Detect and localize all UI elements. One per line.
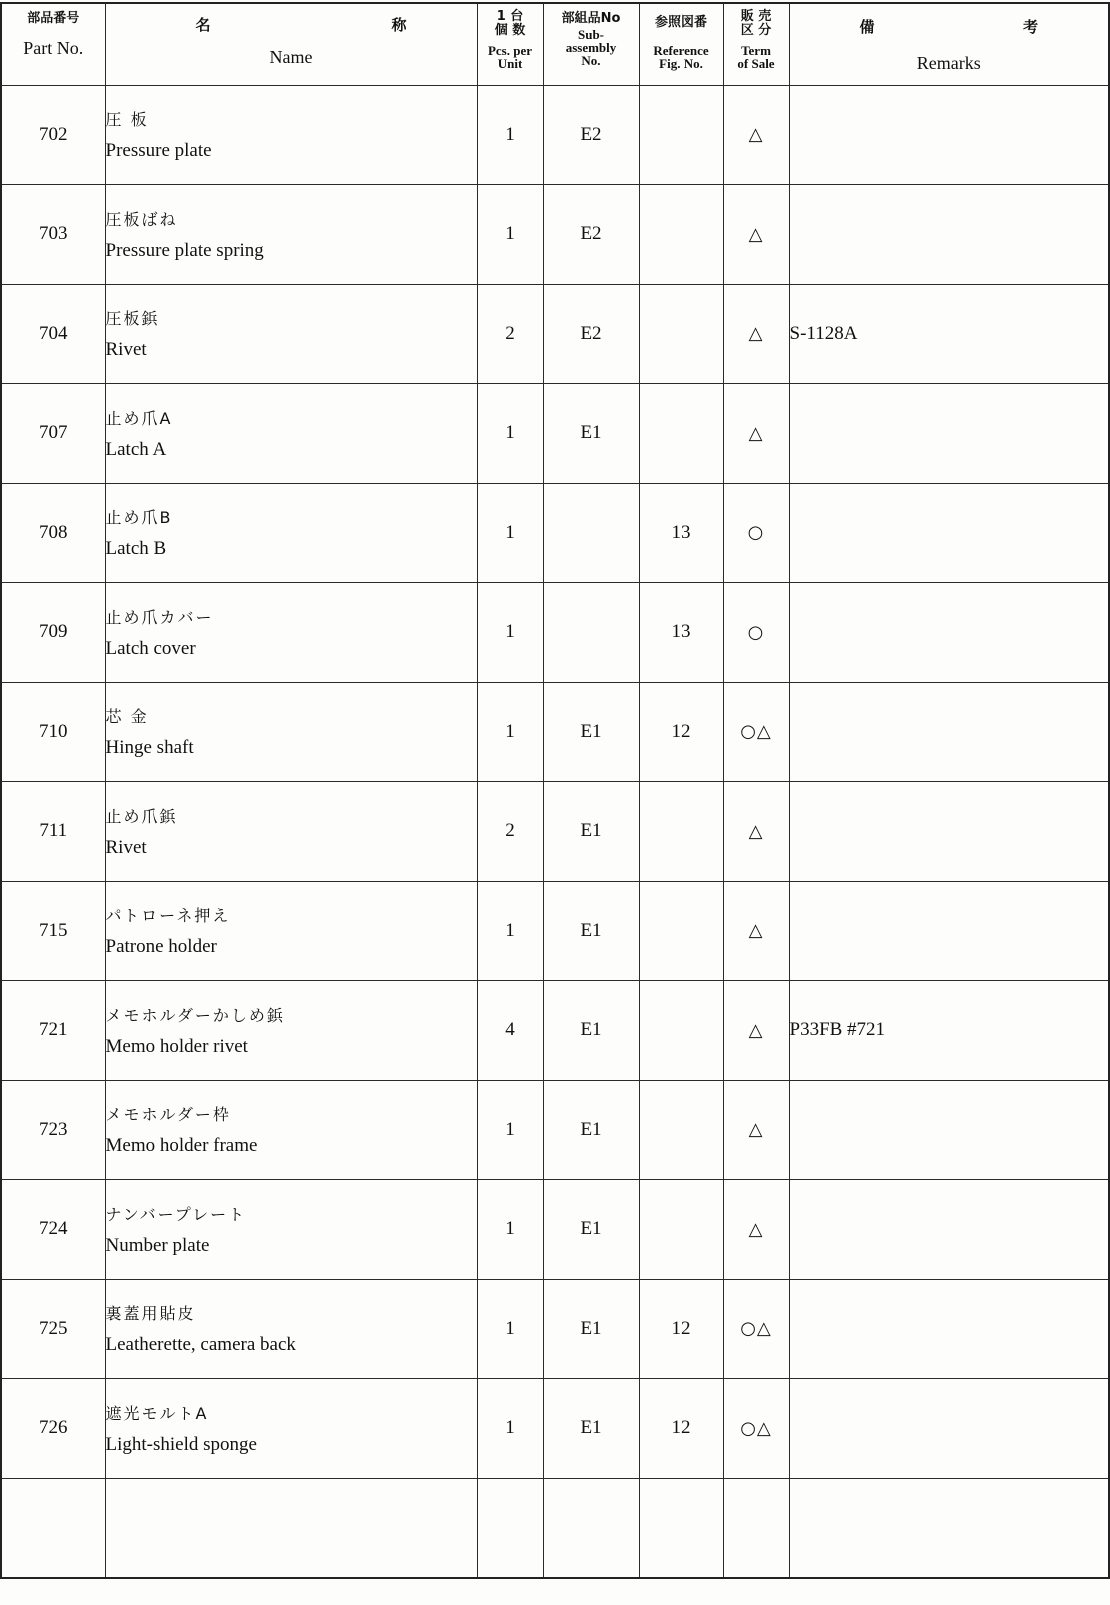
subassembly-no: E1 (543, 981, 639, 1081)
part-no: 711 (1, 782, 105, 882)
remarks: S-1128A (789, 284, 1109, 384)
table-row (1, 1279, 1109, 1379)
pcs-per-unit: 1 (477, 85, 543, 185)
subassembly-no: E2 (543, 85, 639, 185)
remarks (789, 782, 1109, 882)
part-no: 724 (1, 1180, 105, 1280)
reference-fig-no (639, 1180, 723, 1280)
header-part-no-en: Part No. (23, 38, 84, 58)
part-name-jp: 圧 板 (105, 110, 149, 130)
reference-fig-no (639, 185, 723, 285)
part-name-en: Rivet (105, 339, 147, 361)
header-pcs (477, 3, 543, 85)
pcs-per-unit: 1 (477, 185, 543, 285)
part-name-en: Memo holder frame (105, 1135, 258, 1157)
table-row (1, 583, 1109, 683)
part-no: 723 (1, 1080, 105, 1180)
header-sub-en-2: assembly (565, 40, 617, 55)
part-no: 707 (1, 384, 105, 484)
header-ref-jp: 参照図番 (654, 15, 707, 30)
part-name-jp: 裏蓋用貼皮 (105, 1304, 196, 1324)
part-name-jp: 芯 金 (105, 707, 149, 727)
header-part-no-jp: 部品番号 (27, 11, 80, 26)
header-term-of-sale (723, 3, 789, 85)
reference-fig-no: 13 (639, 583, 723, 683)
part-name-jp: 圧板鋲 (105, 309, 160, 329)
part-name (105, 384, 477, 484)
table-row (1, 384, 1109, 484)
part-name-en: Hinge shaft (105, 737, 194, 759)
pcs-per-unit: 1 (477, 1180, 543, 1280)
empty-row (1, 1478, 1109, 1578)
part-name-jp: ナンバープレート (105, 1204, 247, 1224)
part-no: 725 (1, 1279, 105, 1379)
reference-fig-no (639, 1080, 723, 1180)
subassembly-no: E1 (543, 881, 639, 981)
remarks (789, 881, 1109, 981)
table-row (1, 185, 1109, 285)
remarks (789, 1080, 1109, 1180)
header-name-jp-left: 名 (195, 16, 211, 34)
part-no: 708 (1, 483, 105, 583)
part-name-en: Latch B (105, 538, 167, 560)
part-no: 710 (1, 682, 105, 782)
part-name-en: Memo holder rivet (105, 1035, 248, 1057)
header-remarks (789, 3, 1109, 85)
header-subassembly (543, 3, 639, 85)
reference-fig-no: 12 (639, 682, 723, 782)
part-name (105, 1379, 477, 1479)
part-no: 715 (1, 881, 105, 981)
subassembly-no: E1 (543, 1180, 639, 1280)
header-pcs-jp-2: 個 数 (494, 23, 526, 38)
term-of-sale: ○△ (723, 682, 789, 782)
table-row (1, 682, 1109, 782)
term-of-sale: △ (723, 185, 789, 285)
remarks (789, 682, 1109, 782)
reference-fig-no (639, 85, 723, 185)
part-name (105, 483, 477, 583)
parts-table (0, 2, 1110, 1579)
pcs-per-unit: 1 (477, 682, 543, 782)
remarks (789, 483, 1109, 583)
part-name (105, 1080, 477, 1180)
part-name (105, 583, 477, 683)
remarks (789, 384, 1109, 484)
subassembly-no: E1 (543, 1080, 639, 1180)
header-term-jp-1: 販 売 (740, 9, 772, 24)
remarks (789, 583, 1109, 683)
part-name-en: Leatherette, camera back (105, 1334, 296, 1356)
part-name (105, 981, 477, 1081)
pcs-per-unit: 1 (477, 384, 543, 484)
subassembly-no: E2 (543, 185, 639, 285)
term-of-sale: ○△ (723, 1379, 789, 1479)
header-name (105, 3, 477, 85)
pcs-per-unit: 2 (477, 284, 543, 384)
remarks (789, 1180, 1109, 1280)
part-name-jp: 止め爪カバー (105, 607, 214, 627)
reference-fig-no: 13 (639, 483, 723, 583)
parts-rows (1, 85, 1109, 1578)
subassembly-no: E1 (543, 1279, 639, 1379)
pcs-per-unit: 2 (477, 782, 543, 882)
part-name-jp: メモホルダーかしめ鋲 (105, 1005, 285, 1025)
header-row (1, 3, 1109, 85)
remarks (789, 1279, 1109, 1379)
subassembly-no: E2 (543, 284, 639, 384)
part-name-jp: メモホルダー枠 (105, 1105, 231, 1125)
subassembly-no (543, 483, 639, 583)
part-name-jp: 圧板ばね (105, 209, 178, 229)
part-name-en: Light-shield sponge (105, 1433, 257, 1455)
term-of-sale: ○ (723, 583, 789, 683)
pcs-per-unit: 1 (477, 1279, 543, 1379)
subassembly-no: E1 (543, 682, 639, 782)
header-sub-en-1: Sub- (577, 27, 605, 42)
pcs-per-unit: 1 (477, 583, 543, 683)
part-name (105, 185, 477, 285)
part-no: 703 (1, 185, 105, 285)
subassembly-no: E1 (543, 1379, 639, 1479)
pcs-per-unit: 1 (477, 483, 543, 583)
remarks (789, 185, 1109, 285)
header-pcs-jp-1: 1 台 (496, 9, 524, 24)
term-of-sale: △ (723, 981, 789, 1081)
part-no: 726 (1, 1379, 105, 1479)
part-no: 702 (1, 85, 105, 185)
part-name-en: Latch A (105, 438, 167, 460)
subassembly-no: E1 (543, 384, 639, 484)
part-name-en: Rivet (105, 836, 147, 858)
header-part-no (1, 3, 105, 85)
header-pcs-en-1: Pcs. per (487, 43, 533, 58)
term-of-sale: △ (723, 284, 789, 384)
term-of-sale: ○ (723, 483, 789, 583)
header-name-jp-right: 称 (391, 16, 407, 34)
term-of-sale: △ (723, 782, 789, 882)
reference-fig-no (639, 284, 723, 384)
part-name-en: Pressure plate (105, 140, 212, 162)
term-of-sale: △ (723, 384, 789, 484)
header-sub-jp: 部組品No (561, 11, 621, 26)
part-name-jp: 止め爪鋲 (105, 806, 178, 826)
table-row (1, 483, 1109, 583)
part-no: 721 (1, 981, 105, 1081)
header-sub-en-3: No. (581, 53, 601, 68)
table-row (1, 85, 1109, 185)
header-remarks-jp-right: 考 (1022, 18, 1038, 36)
part-no: 709 (1, 583, 105, 683)
pcs-per-unit: 1 (477, 1379, 543, 1479)
table-row (1, 284, 1109, 384)
part-name-jp: 止め爪B (105, 508, 173, 528)
header-pcs-en-2: Unit (497, 56, 523, 71)
term-of-sale: △ (723, 85, 789, 185)
header-name-en: Name (269, 47, 313, 67)
header-remarks-jp-left: 備 (859, 18, 875, 36)
part-no: 704 (1, 284, 105, 384)
part-name-en: Latch cover (105, 637, 196, 659)
header-term-en-2: of Sale (737, 56, 775, 71)
header-reference (639, 3, 723, 85)
pcs-per-unit: 4 (477, 981, 543, 1081)
reference-fig-no (639, 782, 723, 882)
part-name-jp: 遮光モルトA (105, 1403, 209, 1423)
reference-fig-no (639, 981, 723, 1081)
table-row (1, 881, 1109, 981)
table-row (1, 981, 1109, 1081)
part-name (105, 284, 477, 384)
term-of-sale: △ (723, 881, 789, 981)
term-of-sale: ○△ (723, 1279, 789, 1379)
remarks (789, 85, 1109, 185)
part-name (105, 881, 477, 981)
remarks: P33FB #721 (789, 981, 1109, 1081)
part-name-jp: パトローネ押え (105, 906, 231, 926)
table-row (1, 1379, 1109, 1479)
header-term-en-1: Term (741, 43, 771, 58)
subassembly-no (543, 583, 639, 683)
reference-fig-no: 12 (639, 1379, 723, 1479)
part-name-en: Patrone holder (105, 936, 217, 958)
pcs-per-unit: 1 (477, 881, 543, 981)
part-name (105, 1180, 477, 1280)
header-ref-en-1: Reference (653, 43, 709, 58)
reference-fig-no (639, 384, 723, 484)
part-name (105, 1279, 477, 1379)
header-ref-en-2: Fig. No. (659, 56, 703, 71)
header-term-jp-2: 区 分 (740, 23, 772, 38)
part-name (105, 85, 477, 185)
table-row (1, 1080, 1109, 1180)
part-name-en: Pressure plate spring (105, 239, 264, 261)
part-name (105, 782, 477, 882)
reference-fig-no (639, 881, 723, 981)
term-of-sale: △ (723, 1080, 789, 1180)
part-name-en: Number plate (105, 1234, 210, 1256)
part-name (105, 682, 477, 782)
term-of-sale: △ (723, 1180, 789, 1280)
table-row (1, 782, 1109, 882)
table-row (1, 1180, 1109, 1280)
header-remarks-en: Remarks (916, 53, 981, 73)
subassembly-no: E1 (543, 782, 639, 882)
part-name-jp: 止め爪A (105, 408, 173, 428)
pcs-per-unit: 1 (477, 1080, 543, 1180)
reference-fig-no: 12 (639, 1279, 723, 1379)
remarks (789, 1379, 1109, 1479)
